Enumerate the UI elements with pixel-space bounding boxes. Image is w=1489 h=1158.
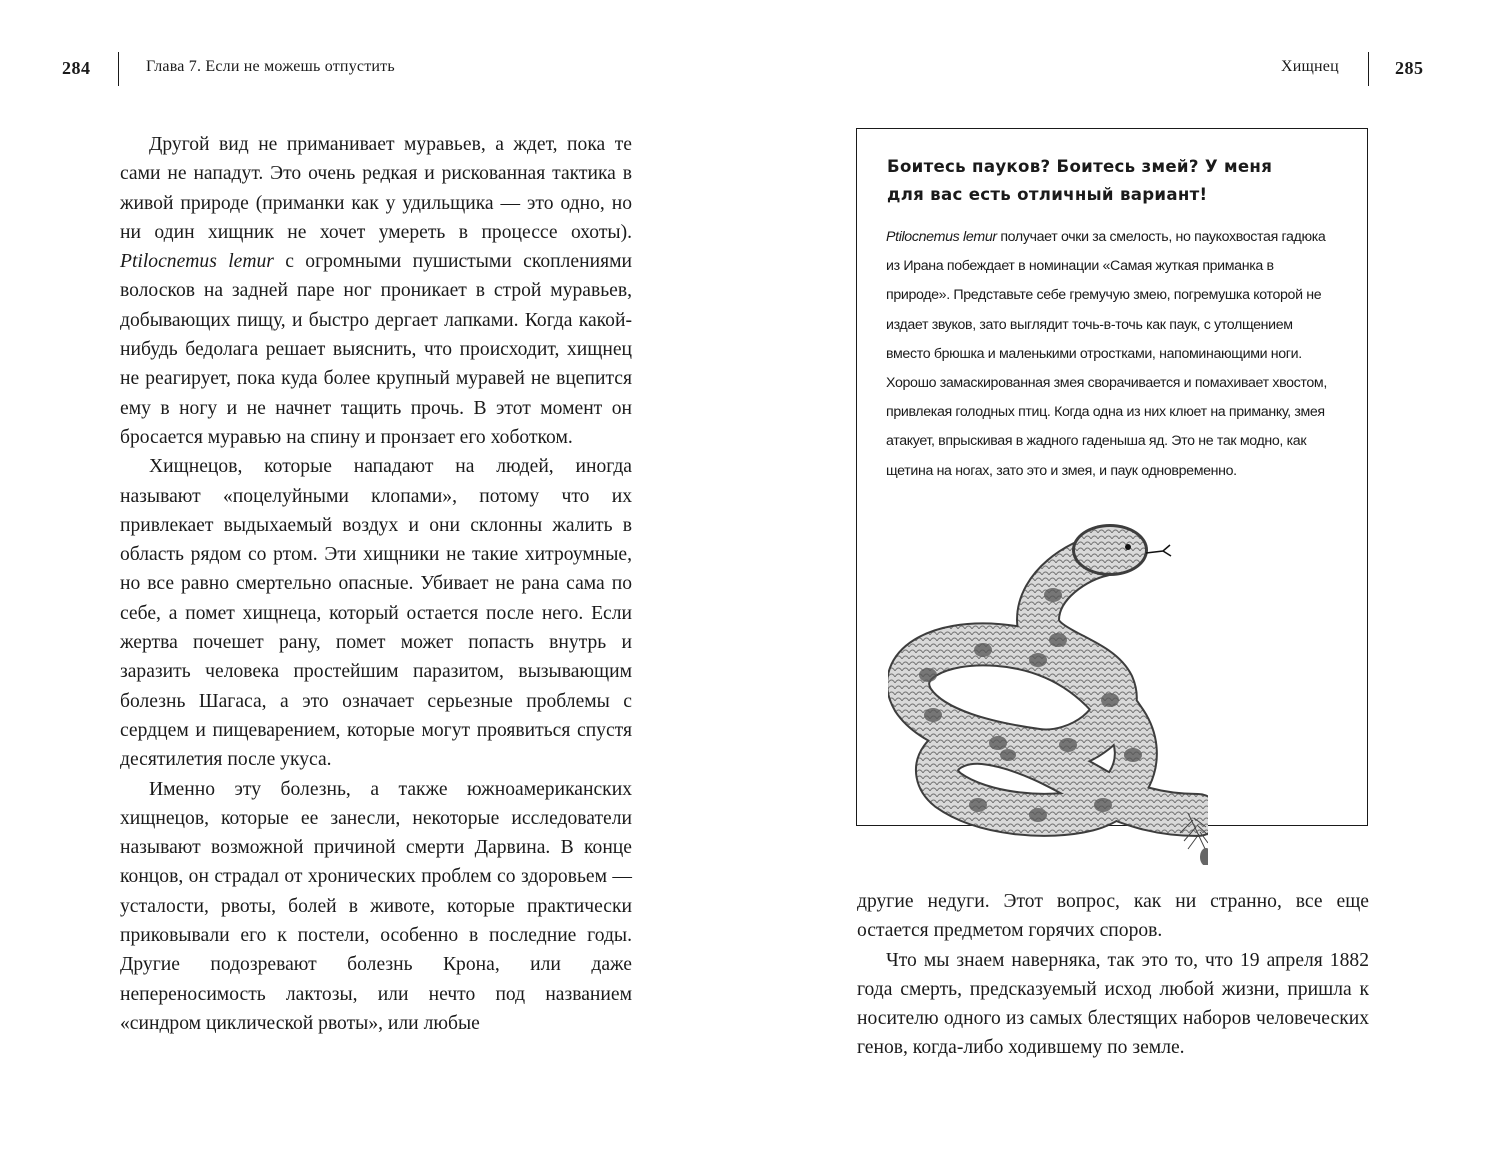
- sidebar-title: Боитесь пауков? Боитесь змей? У меня для вас есть отличный вариант!: [887, 157, 1273, 204]
- species-name: Ptilocnemus lemur: [886, 229, 997, 245]
- paragraph: Хищнецов, которые нападают на людей, иногда называют «поцелуйными клопами», потому что их привлекает выдыхаемый воздух и они склонны жалить в область рядом со ртом. Эти хищники не такие хитроумные, но все равно смертельно опасные. Убивает не рана сама по себе, а помет хищнеца, который остается после него. Если жертва почешет рану, помет может попасть внутрь и заразить человека простейшим паразитом, вызывающим болезнь Шагаса, а это означает серьезные проблемы с сердцем и пищеварением, которые могут проявиться спустя десятилетия после укуса.: [120, 456, 632, 771]
- paragraph: [120, 130, 632, 452]
- paragraph: Именно эту болезнь, а также южноамериканских хищнецов, которые ее занесли, некоторые исследователи называют возможной причиной смерти Дарвина. В конце концов, он страдал от хронических проблем со здоровьем — усталости, рвоты, болей в животе, которые практически приковывали его к постели, особенно в последние годы. Другие подозревают болезнь Крона, или даже непереносимость лактозы, или нечто под названием «синдром циклической рвоты», или любые: [120, 778, 632, 1034]
- paragraph-text: Другой вид не приманивает муравьев, а ждет, пока те сами не нападут. Это очень редкая и рискованная тактика в живой природе (приманки как у удильщика — это одно, но ни один хищник не хочет умереть в процессе охоты).: [120, 134, 632, 243]
- paragraph: другие недуги. Этот вопрос, как ни странно, все еще остается предметом горячих споров.: [857, 891, 1369, 942]
- sidebar-body: [886, 223, 1338, 486]
- sidebar-body-text: получает очки за смелость, но паукохвостая гадюка из Ирана побеждает в номинации «Самая жуткая приманка в природе». Представьте себе гремучую змею, погремушка которой не издает звуков, зато выглядит точь-в-точь как паук, с утолщением вместо брюшка и маленькими отростками, напоминающими ноги. Хорошо замаскированная змея сворачивается и помахивает хвостом, привлекая голодных птиц. Когда одна из них клюет на приманку, змея атакует, впрыскивая в жадного гаденыша яд. Это не так модно, как щетина на ногах, зато это и змея, и паук одновременно.: [886, 229, 1327, 479]
- right-running-title: Хищнец: [1281, 58, 1339, 75]
- paragraph-text: с огромными пушистыми скоплениями волосков на задней паре ног проникает в строй муравьев, добывающих пищу, и быстро дергает лапками. Когда какой-нибудь бедолага решает выяснить, что происходит, хищнец не реагирует, пока куда более крупный муравей не вцепится ему в ногу и не начнет тащить прочь. В этот момент он бросается муравью на спину и пронзает его хоботком.: [120, 251, 632, 448]
- snake-illustration: [888, 515, 1208, 865]
- left-header-divider: [118, 52, 119, 86]
- left-running-title: Глава 7. Если не можешь отпустить: [146, 58, 395, 75]
- right-page-number: 285: [1395, 58, 1424, 78]
- left-page-number: 284: [62, 58, 91, 78]
- species-name: Ptilocnemus lemur: [120, 251, 274, 273]
- left-page-body: [120, 130, 632, 1038]
- paragraph: Что мы знаем наверняка, так это то, что 19 апреля 1882 года смерть, предсказуемый исход любой жизни, пришла к носителю одного из самых блестящих наборов человеческих генов, когда-либо ходившему по земле.: [857, 949, 1369, 1059]
- right-page-body: [857, 887, 1369, 1063]
- right-header-divider: [1368, 52, 1369, 86]
